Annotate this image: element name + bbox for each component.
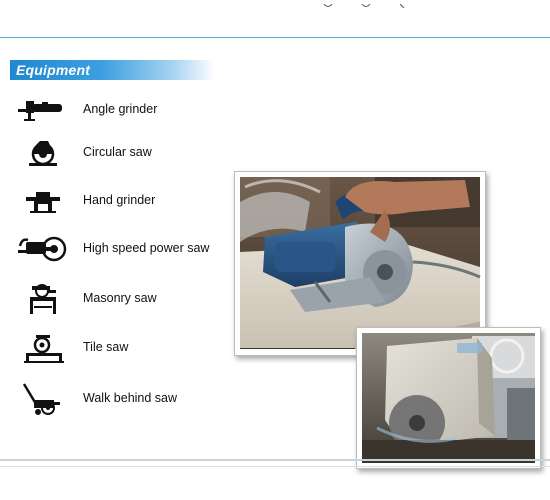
- list-item-angle-grinder: [14, 93, 224, 127]
- hand-grinder-icon: [14, 184, 70, 218]
- angle-grinder-icon: [14, 93, 70, 127]
- list-item-high-speed-power-saw: [14, 232, 224, 266]
- list-item-label: Masonry saw: [83, 291, 157, 305]
- tile-saw-icon: [14, 331, 70, 365]
- walk-behind-saw-icon: [14, 382, 70, 416]
- masonry-saw-icon: [14, 282, 70, 316]
- list-item-label: High speed power saw: [83, 241, 210, 255]
- circular-saw-icon: [14, 136, 70, 170]
- list-item-label: Tile saw: [83, 340, 129, 354]
- list-item-hand-grinder: [14, 184, 224, 218]
- top-edge-marks: [322, 0, 412, 3]
- section-header: [10, 60, 215, 80]
- bottom-divider-thin: [0, 466, 550, 467]
- list-item-label: Circular saw: [83, 145, 152, 159]
- section-title: Equipment: [16, 62, 91, 78]
- high-speed-power-saw-icon: [14, 232, 70, 266]
- list-item-walk-behind-saw: [14, 382, 224, 416]
- list-item-label: Walk behind saw: [83, 391, 178, 405]
- list-item-circular-saw: [14, 136, 224, 170]
- list-item-tile-saw: [14, 331, 224, 365]
- bottom-divider: [0, 459, 550, 461]
- list-item-label: Angle grinder: [83, 102, 158, 116]
- top-divider: [0, 37, 550, 38]
- list-item-label: Hand grinder: [83, 193, 156, 207]
- walk-behind-saw-photo: [356, 327, 541, 469]
- list-item-masonry-saw: [14, 282, 224, 316]
